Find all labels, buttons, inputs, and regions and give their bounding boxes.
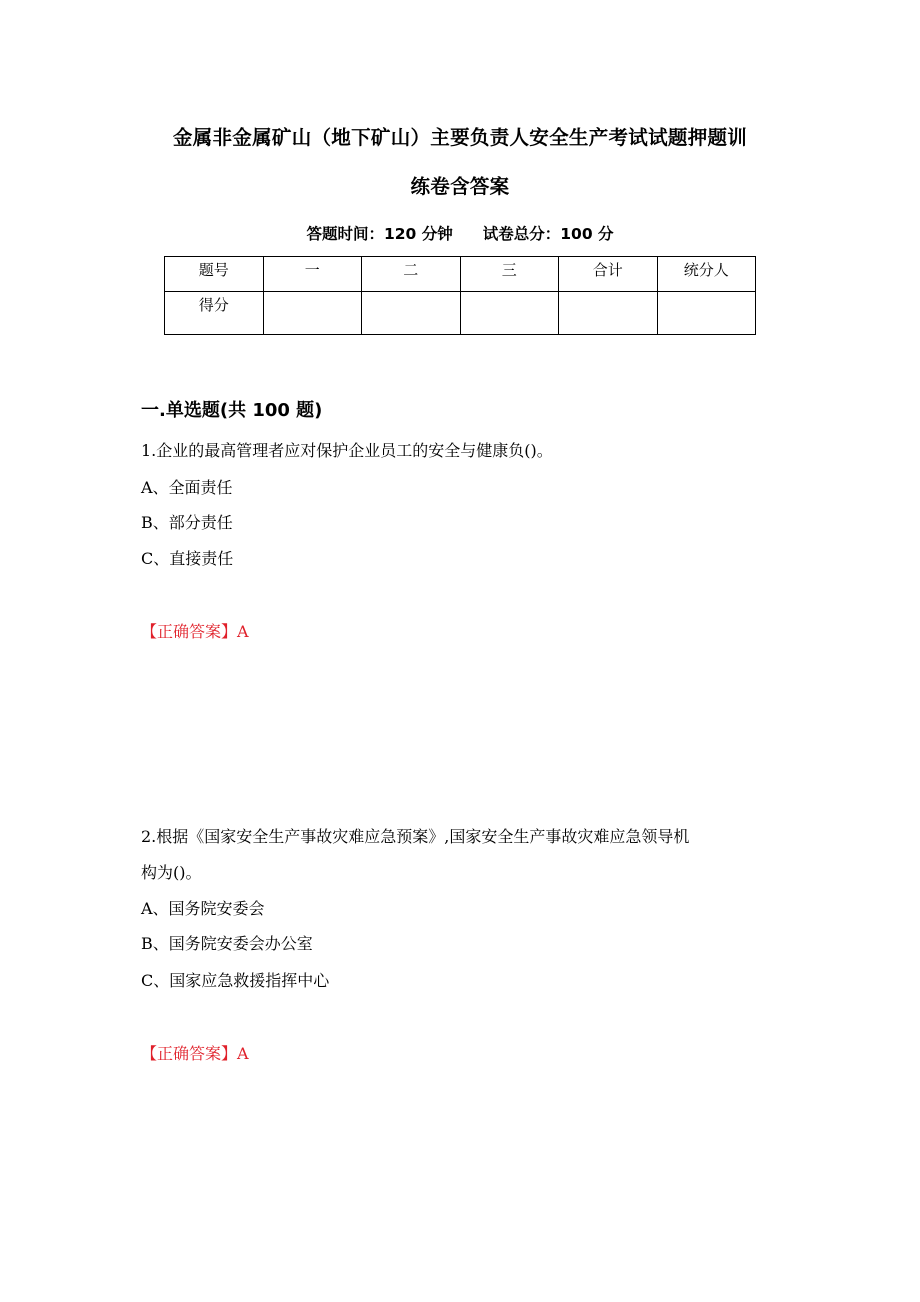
score-table-header: 二 [362,257,461,292]
score-table-header: 统分人 [657,257,756,292]
document-title-line2: 练卷含答案 [410,175,510,198]
score-table-header: 题号 [165,257,264,292]
exam-time: 答题时间：120 分钟 [306,225,453,243]
question-1-answer [141,621,249,643]
answer-value: A [237,1044,249,1063]
score-table-header: 三 [460,257,559,292]
score-cell [559,292,658,335]
score-cell [460,292,559,335]
question-2-option-a: A、国务院安委会 [141,899,265,918]
question-1-option-a: A、全面责任 [141,478,233,497]
question-2-stem-line1: 2.根据《国家安全生产事故灾难应急预案》,国家安全生产事故灾难应急领导机 [141,827,690,846]
score-cell [657,292,756,335]
answer-value: A [237,622,249,641]
question-2-stem-line2: 构为()。 [141,863,202,882]
score-cell [263,292,362,335]
question-2-option-b: B、国务院安委会办公室 [141,934,313,953]
score-table-header: 合计 [559,257,658,292]
question-1-option-c: C、直接责任 [141,549,234,568]
section-heading: 一.单选题(共 100 题) [141,400,323,421]
question-2-answer [141,1043,249,1065]
score-cell [362,292,461,335]
score-table-score-row [165,292,756,335]
answer-label: 【正确答案】 [141,622,238,641]
answer-label: 【正确答案】 [141,1044,238,1063]
score-table-header-row [165,257,756,292]
score-table-header: 一 [263,257,362,292]
document-title-line1: 金属非金属矿山（地下矿山）主要负责人安全生产考试试题押题训 [172,126,748,149]
total-score: 试卷总分：100 分 [482,225,614,243]
question-1-stem: 1.企业的最高管理者应对保护企业员工的安全与健康负()。 [141,441,553,460]
exam-meta [0,222,920,244]
question-2-option-c: C、国家应急救援指挥中心 [141,971,330,990]
score-table [164,256,756,335]
score-row-label: 得分 [165,292,264,335]
question-1-option-b: B、部分责任 [141,513,233,532]
